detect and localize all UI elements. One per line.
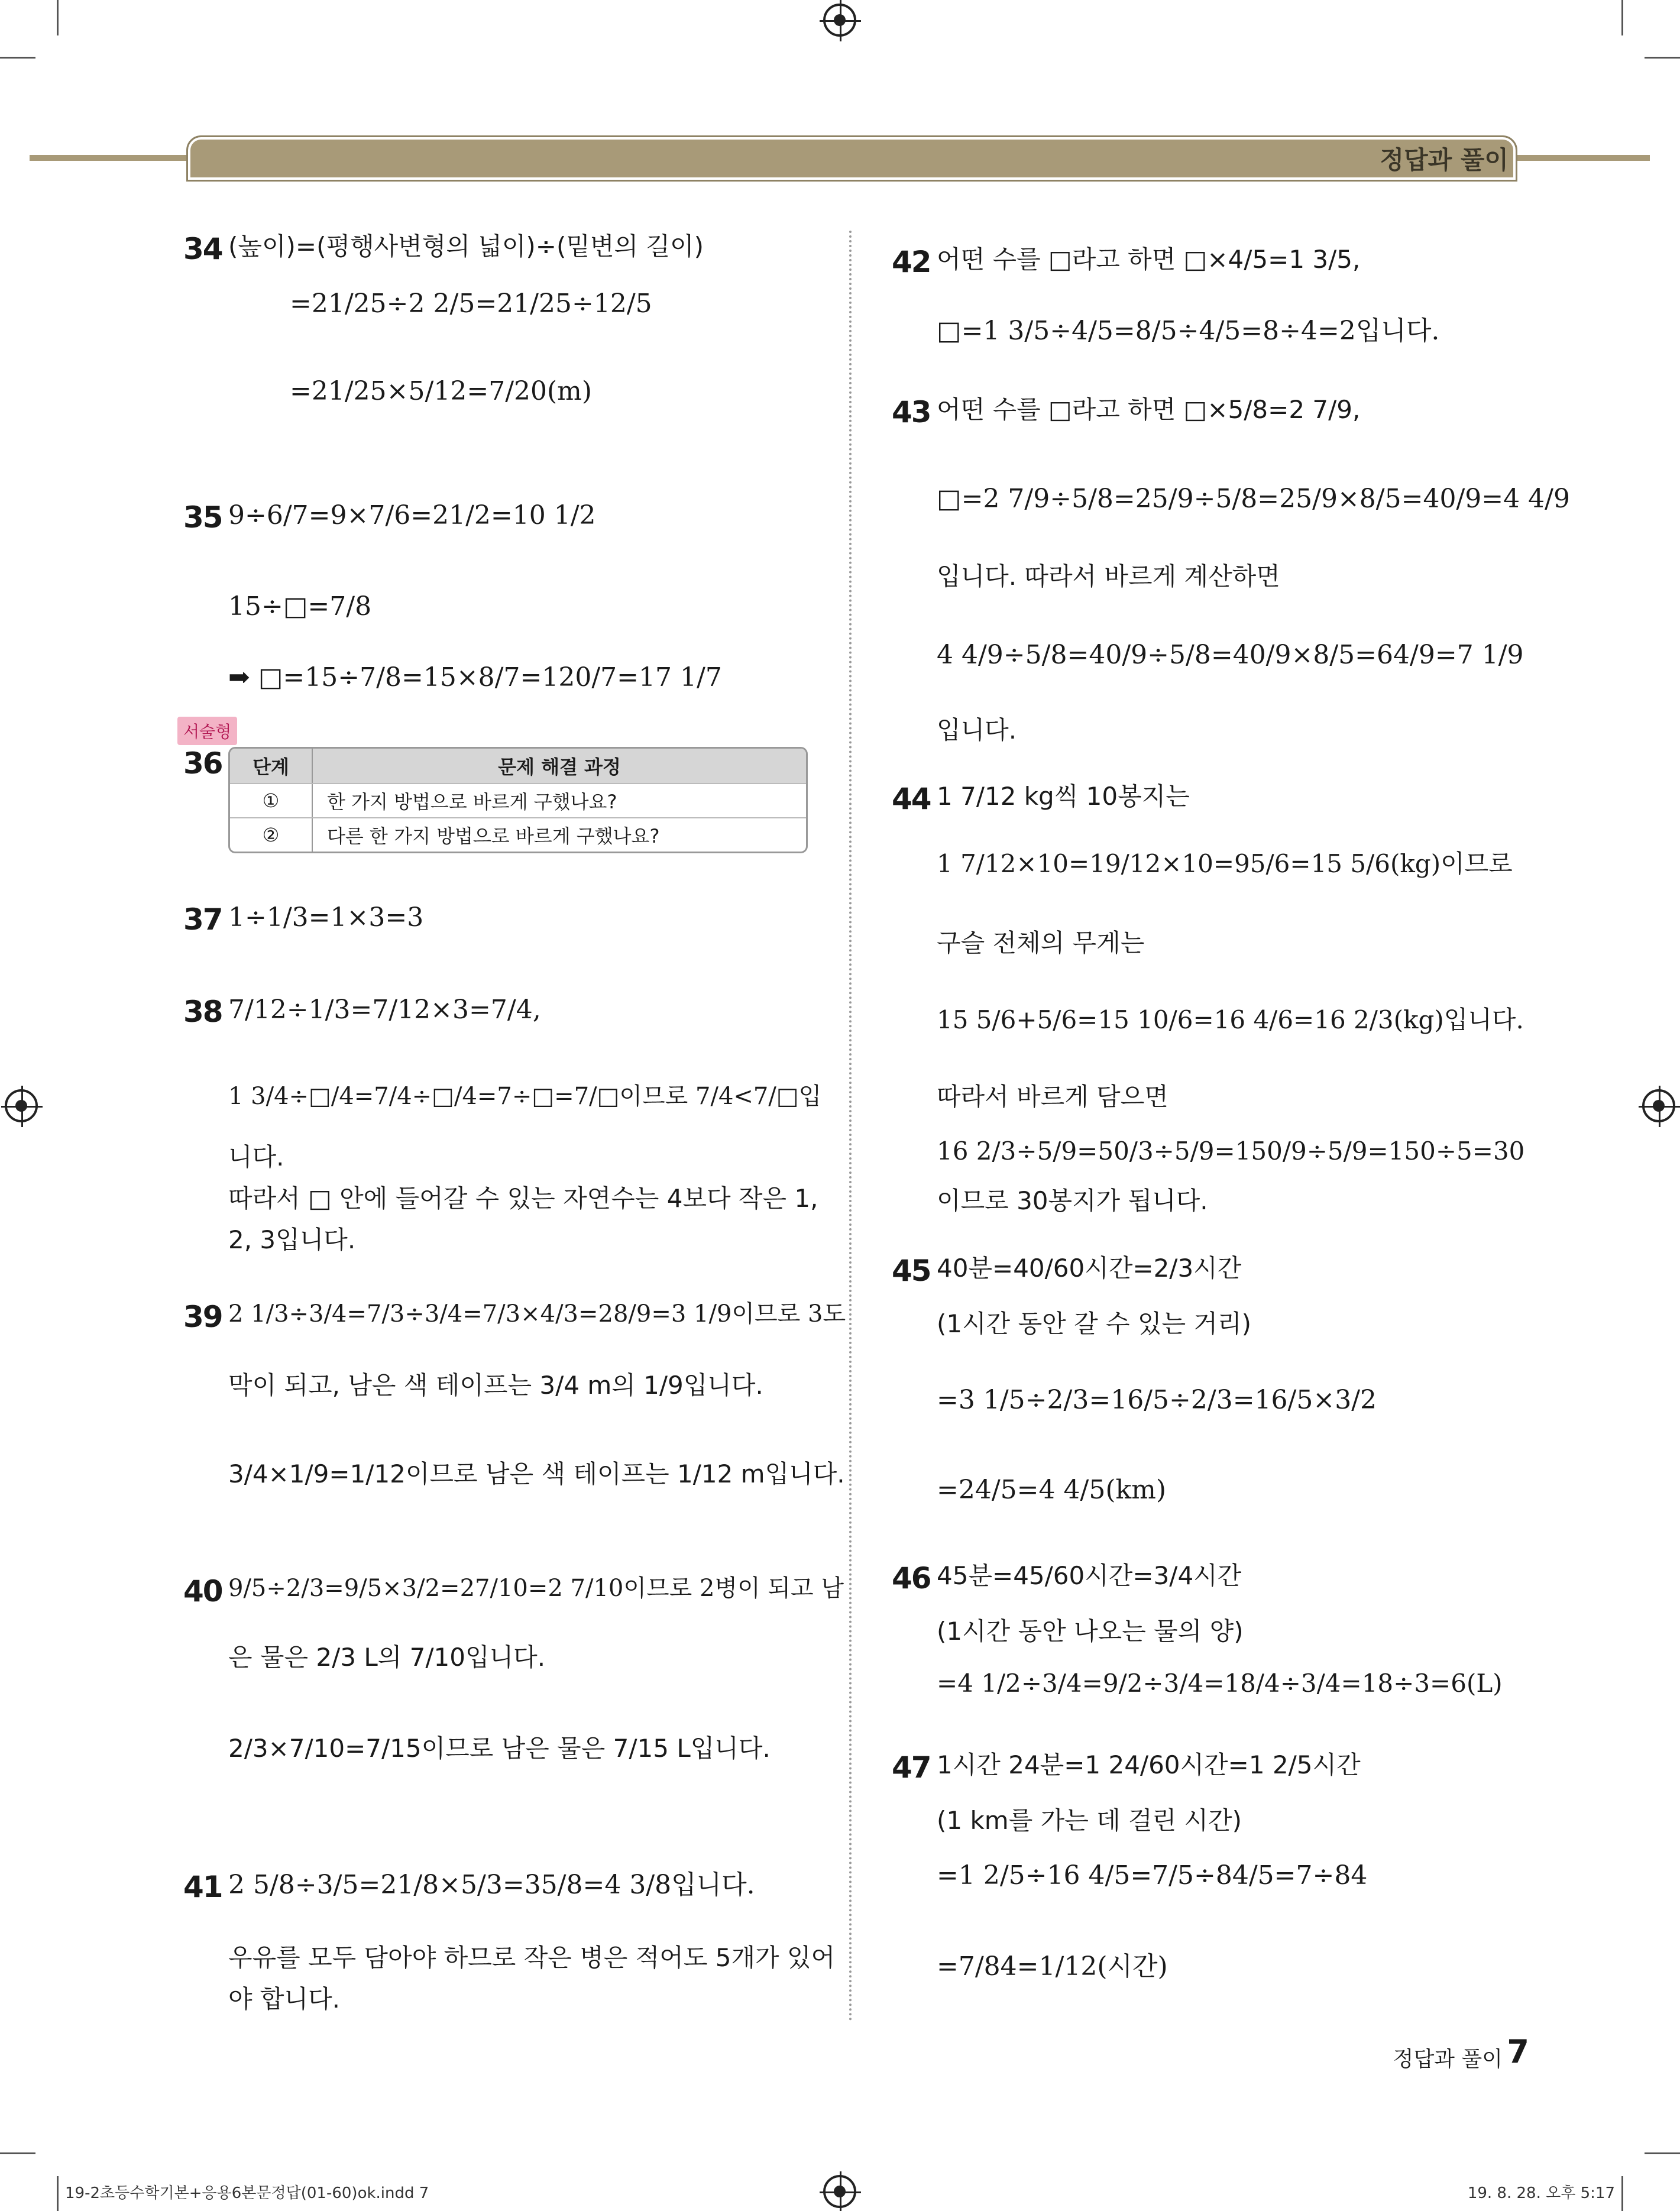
registration-mark-icon bbox=[1642, 1089, 1675, 1122]
problem-number: 40 bbox=[183, 1574, 222, 1608]
column-divider bbox=[849, 231, 852, 2022]
problem-number: 42 bbox=[892, 245, 931, 279]
solution-line: 16 2/3÷5/9=50/3÷5/9=150/9÷5/9=150÷5=30 bbox=[937, 1137, 1525, 1166]
solution-line: =21/25×5/12=7/20(m) bbox=[290, 376, 593, 406]
solution-line: 은 물은 2/3 L의 7/10입니다. bbox=[228, 1643, 546, 1672]
solution-line: 1시간 24분=1 24/60시간=1 2/5시간 bbox=[937, 1750, 1361, 1779]
solution-line: 15÷□=7/8 bbox=[228, 591, 372, 621]
solution-line: 입니다. 따라서 바르게 계산하면 bbox=[937, 562, 1280, 591]
table-cell: 다른 한 가지 방법으로 바르게 구했나요? bbox=[327, 825, 660, 847]
problem-number: 39 bbox=[183, 1300, 222, 1334]
problem-number: 36 bbox=[183, 746, 222, 781]
crop-mark bbox=[1621, 2176, 1623, 2211]
grading-table bbox=[228, 747, 808, 853]
print-stamp: 19. 8. 28. 오후 5:17 bbox=[1467, 2184, 1615, 2202]
table-cell: 한 가지 방법으로 바르게 구했나요? bbox=[327, 791, 617, 813]
solution-line: 니다. bbox=[228, 1142, 284, 1171]
crop-mark bbox=[0, 2152, 35, 2154]
solution-line: 4 4/9÷5/8=40/9÷5/8=40/9×8/5=64/9=7 1/9 bbox=[937, 640, 1524, 670]
table-header-cell: 단계 bbox=[230, 749, 313, 783]
crop-mark bbox=[57, 2176, 59, 2211]
solution-line: =21/25÷2 2/5=21/25÷12/5 bbox=[290, 289, 652, 319]
crop-mark bbox=[1645, 57, 1680, 59]
solution-line: 3/4×1/9=1/12이므로 남은 색 테이프는 1/12 m입니다. bbox=[228, 1459, 845, 1488]
crop-mark bbox=[1645, 2152, 1680, 2154]
crop-mark bbox=[57, 0, 59, 35]
solution-line: =4 1/2÷3/4=9/2÷3/4=18/4÷3/4=18÷3=6(L) bbox=[937, 1669, 1503, 1698]
solution-line: =3 1/5÷2/3=16/5÷2/3=16/5×3/2 bbox=[937, 1385, 1377, 1415]
solution-line: 우유를 모두 담아야 하므로 작은 병은 적어도 5개가 있어 bbox=[228, 1943, 836, 1972]
solution-line: 9÷6/7=9×7/6=21/2=10 1/2 bbox=[228, 500, 596, 530]
header-tab bbox=[188, 137, 1516, 180]
table-row bbox=[230, 817, 806, 852]
registration-mark-icon bbox=[823, 2175, 856, 2208]
solution-line: =24/5=4 4/5(km) bbox=[937, 1475, 1167, 1505]
solution-line: 2 5/8÷3/5=21/8×5/3=35/8=4 3/8입니다. bbox=[228, 1870, 755, 1900]
solution-line: 1 7/12×10=19/12×10=95/6=15 5/6(kg)이므로 bbox=[937, 849, 1513, 878]
solution-line: 따라서 □ 안에 들어갈 수 있는 자연수는 4보다 작은 1, bbox=[228, 1184, 818, 1213]
solution-line: 15 5/6+5/6=15 10/6=16 4/6=16 2/3(kg)입니다. bbox=[937, 1005, 1524, 1034]
problem-number: 43 bbox=[892, 395, 931, 429]
problem-number: 46 bbox=[892, 1561, 931, 1595]
solution-line: 1÷1/3=1×3=3 bbox=[228, 902, 424, 933]
problem-number: 44 bbox=[892, 782, 931, 816]
solution-line: 야 합니다. bbox=[228, 1985, 340, 2013]
registration-mark-icon bbox=[5, 1089, 38, 1122]
solution-line: 구슬 전체의 무게는 bbox=[937, 928, 1145, 957]
solution-line: 2 1/3÷3/4=7/3÷3/4=7/3×4/3=28/9=3 1/9이므로 3도 bbox=[228, 1300, 846, 1328]
solution-line: =7/84=1/12(시간) bbox=[937, 1951, 1168, 1982]
crop-mark bbox=[0, 57, 35, 59]
solution-line: 1 7/12 kg씩 10봉지는 bbox=[937, 782, 1190, 811]
solution-line: 9/5÷2/3=9/5×3/2=27/10=2 7/10이므로 2병이 되고 남 bbox=[228, 1575, 844, 1602]
section-badge: 서술형 bbox=[177, 717, 237, 745]
solution-line: (1시간 동안 나오는 물의 양) bbox=[937, 1617, 1244, 1646]
page-footer-label: 정답과 풀이 bbox=[1393, 2047, 1503, 2071]
solution-line: 40분=40/60시간=2/3시간 bbox=[937, 1254, 1242, 1283]
solution-line: 이므로 30봉지가 됩니다. bbox=[937, 1186, 1208, 1215]
solution-line: 1 3/4÷□/4=7/4÷□/4=7÷□=7/□이므로 7/4<7/□입 bbox=[228, 1083, 822, 1110]
solution-line: 2, 3입니다. bbox=[228, 1225, 356, 1254]
problem-number: 41 bbox=[183, 1870, 222, 1904]
solution-line: 2/3×7/10=7/15이므로 남은 물은 7/15 L입니다. bbox=[228, 1734, 771, 1763]
page-number: 7 bbox=[1507, 2033, 1529, 2070]
table-header-row bbox=[230, 749, 806, 783]
table-cell: ② bbox=[230, 818, 313, 852]
solution-line: 입니다. bbox=[937, 716, 1017, 744]
table-row bbox=[230, 783, 806, 817]
crop-mark bbox=[1621, 0, 1623, 35]
registration-mark-icon bbox=[823, 4, 856, 37]
solution-line: 45분=45/60시간=3/4시간 bbox=[937, 1561, 1242, 1590]
problem-number: 38 bbox=[183, 995, 222, 1029]
solution-line: (1시간 동안 갈 수 있는 거리) bbox=[937, 1309, 1251, 1338]
solution-line: (1 km를 가는 데 걸린 시간) bbox=[937, 1806, 1242, 1835]
problem-number: 37 bbox=[183, 902, 222, 937]
table-cell: ① bbox=[230, 784, 313, 817]
solution-line: 어떤 수를 □라고 하면 □×4/5=1 3/5, bbox=[937, 245, 1361, 274]
solution-line: □=1 3/5÷4/5=8/5÷4/5=8÷4=2입니다. bbox=[937, 316, 1440, 346]
solution-line: 어떤 수를 □라고 하면 □×5/8=2 7/9, bbox=[937, 395, 1361, 424]
problem-number: 47 bbox=[892, 1750, 931, 1785]
solution-line: =1 2/5÷16 4/5=7/5÷84/5=7÷84 bbox=[937, 1860, 1368, 1890]
problem-number: 35 bbox=[183, 500, 222, 535]
problem-number: 34 bbox=[183, 232, 222, 266]
page-header-title: 정답과 풀이 bbox=[1380, 145, 1509, 174]
solution-line: (높이)=(평행사변형의 넓이)÷(밑변의 길이) bbox=[228, 232, 704, 261]
solution-line: □=2 7/9÷5/8=25/9÷5/8=25/9×8/5=40/9=4 4/9 bbox=[937, 484, 1570, 514]
solution-line: 막이 되고, 남은 색 테이프는 3/4 m의 1/9입니다. bbox=[228, 1371, 763, 1400]
problem-number: 45 bbox=[892, 1254, 931, 1288]
solution-line: 따라서 바르게 담으면 bbox=[937, 1082, 1168, 1111]
solution-line: 7/12÷1/3=7/12×3=7/4, bbox=[228, 995, 541, 1025]
solution-line: ➡ □=15÷7/8=15×8/7=120/7=17 1/7 bbox=[228, 662, 722, 692]
file-name: 19-2초등수학기본+응용6본문정답(01-60)ok.indd 7 bbox=[65, 2184, 429, 2202]
table-header-cell: 문제 해결 과정 bbox=[498, 756, 621, 778]
